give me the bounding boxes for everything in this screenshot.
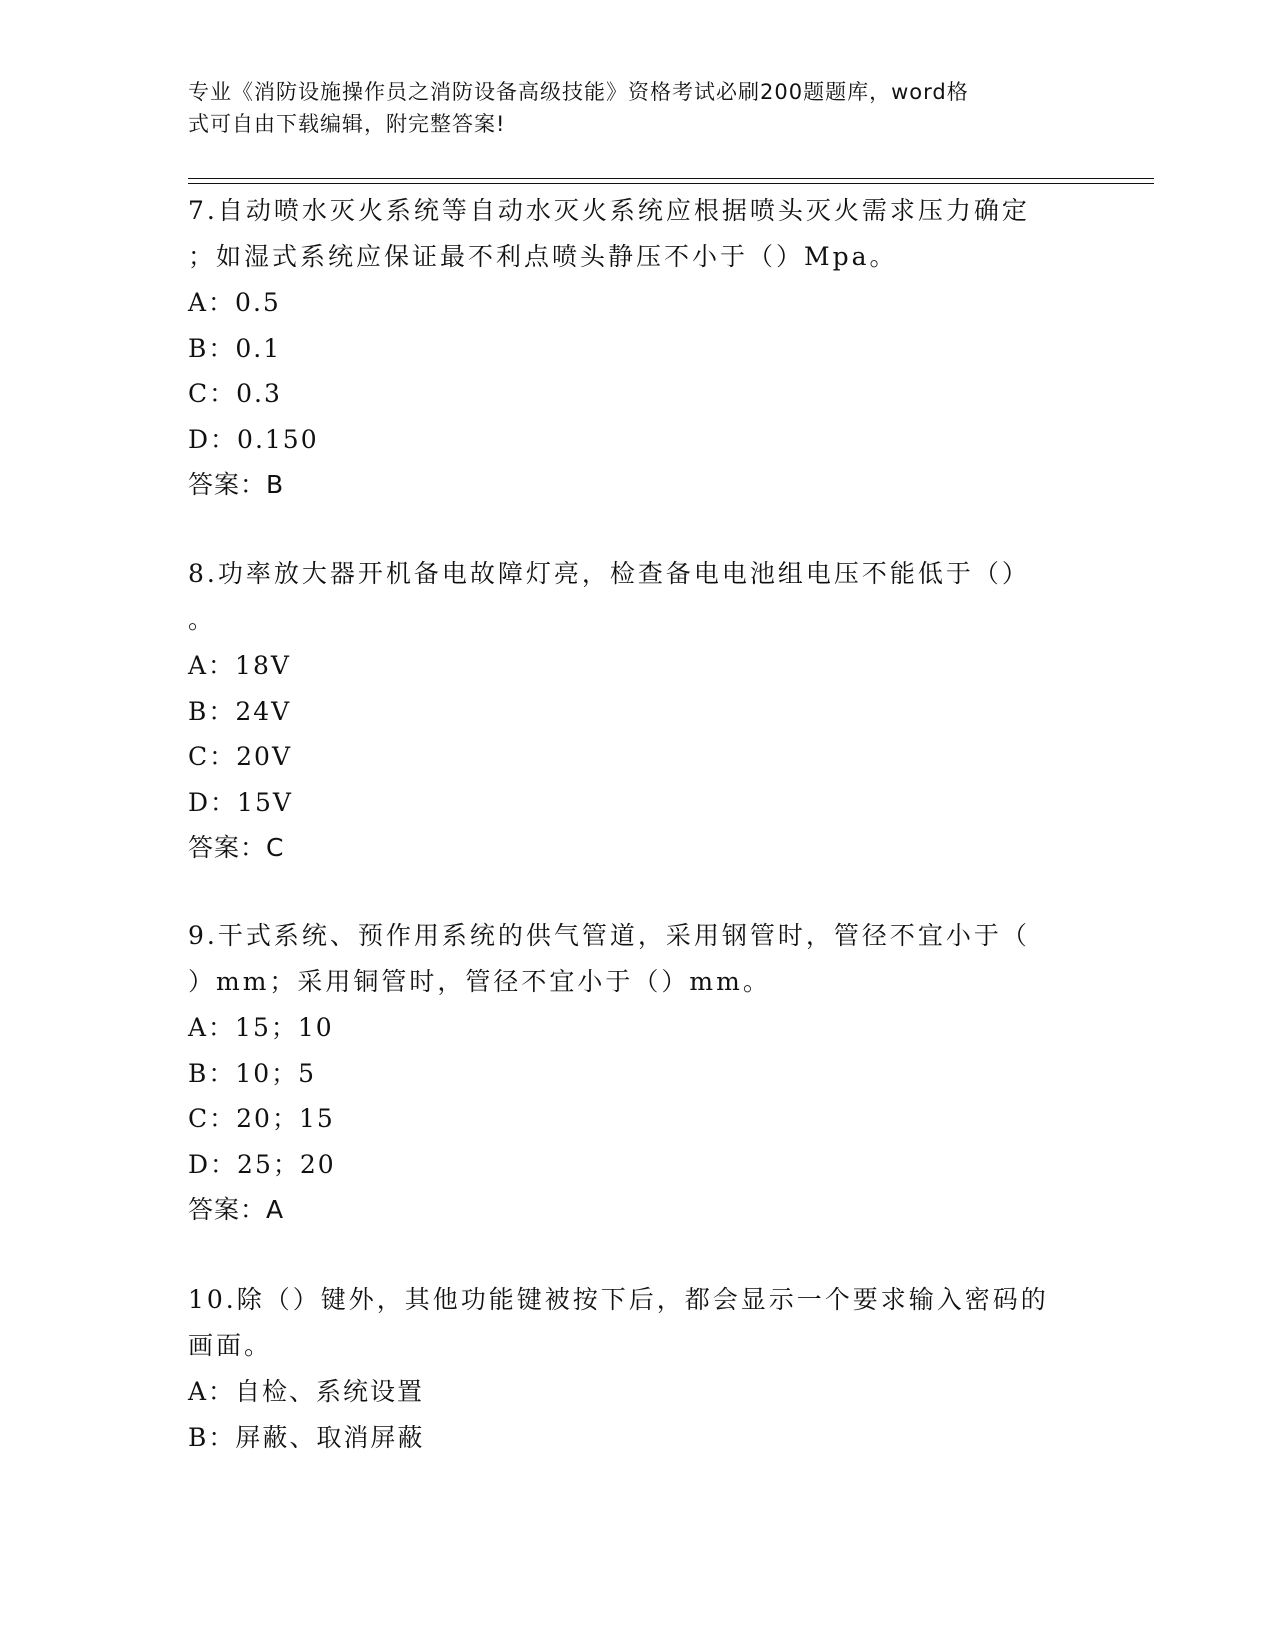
question-stem-line: 9.干式系统、预作用系统的供气管道，采用钢管时，管径不宜小于（	[188, 921, 1030, 950]
question-stem-line: 画面。	[188, 1331, 273, 1360]
question-9	[188, 913, 1088, 1233]
answer-label: 答案：B	[188, 470, 285, 499]
option-b: B：10；5	[188, 1058, 317, 1088]
option-c: C：20；15	[188, 1104, 335, 1133]
header-line-1: 专业《消防设施操作员之消防设备高级技能》资格考试必刷200题题库，word格	[188, 80, 969, 104]
option-a: A：自检、系统设置	[188, 1377, 425, 1406]
option-b: B：屏蔽、取消屏蔽	[188, 1422, 425, 1452]
option-b: B：0.1	[188, 333, 282, 363]
answer-label: 答案：A	[188, 1195, 285, 1224]
question-stem-line: 8.功率放大器开机备电故障灯亮，检查备电电池组电压不能低于（）	[188, 559, 1030, 588]
question-7	[188, 188, 1088, 508]
header-divider-bottom	[188, 183, 1154, 184]
option-a: A：15；10	[188, 1013, 334, 1042]
option-a: A：18V	[188, 651, 291, 680]
option-a: A：0.5	[188, 288, 281, 317]
option-d: D：15V	[188, 787, 293, 817]
option-b: B：24V	[188, 696, 292, 726]
question-10	[188, 1277, 1088, 1460]
option-d: D：0.150	[188, 424, 319, 454]
question-8	[188, 551, 1088, 871]
question-stem-line: 10.除（）键外，其他功能键被按下后，都会显示一个要求输入密码的	[188, 1285, 1049, 1314]
question-stem-line: ；如湿式系统应保证最不利点喷头静压不小于（）Mpa。	[188, 242, 898, 271]
question-stem-line: ）mm；采用铜管时，管径不宜小于（）mm。	[188, 967, 771, 996]
option-c: C：20V	[188, 742, 292, 771]
option-d: D：25；20	[188, 1149, 336, 1179]
document-header	[188, 76, 1088, 140]
header-line-2: 式可自由下载编辑，附完整答案!	[188, 112, 506, 136]
question-stem-line: 。	[188, 605, 217, 634]
header-divider-top	[188, 178, 1154, 179]
question-stem-line: 7.自动喷水灭火系统等自动水灭火系统应根据喷头灭火需求压力确定	[188, 196, 1030, 225]
answer-label: 答案：C	[188, 833, 285, 862]
option-c: C：0.3	[188, 379, 282, 408]
